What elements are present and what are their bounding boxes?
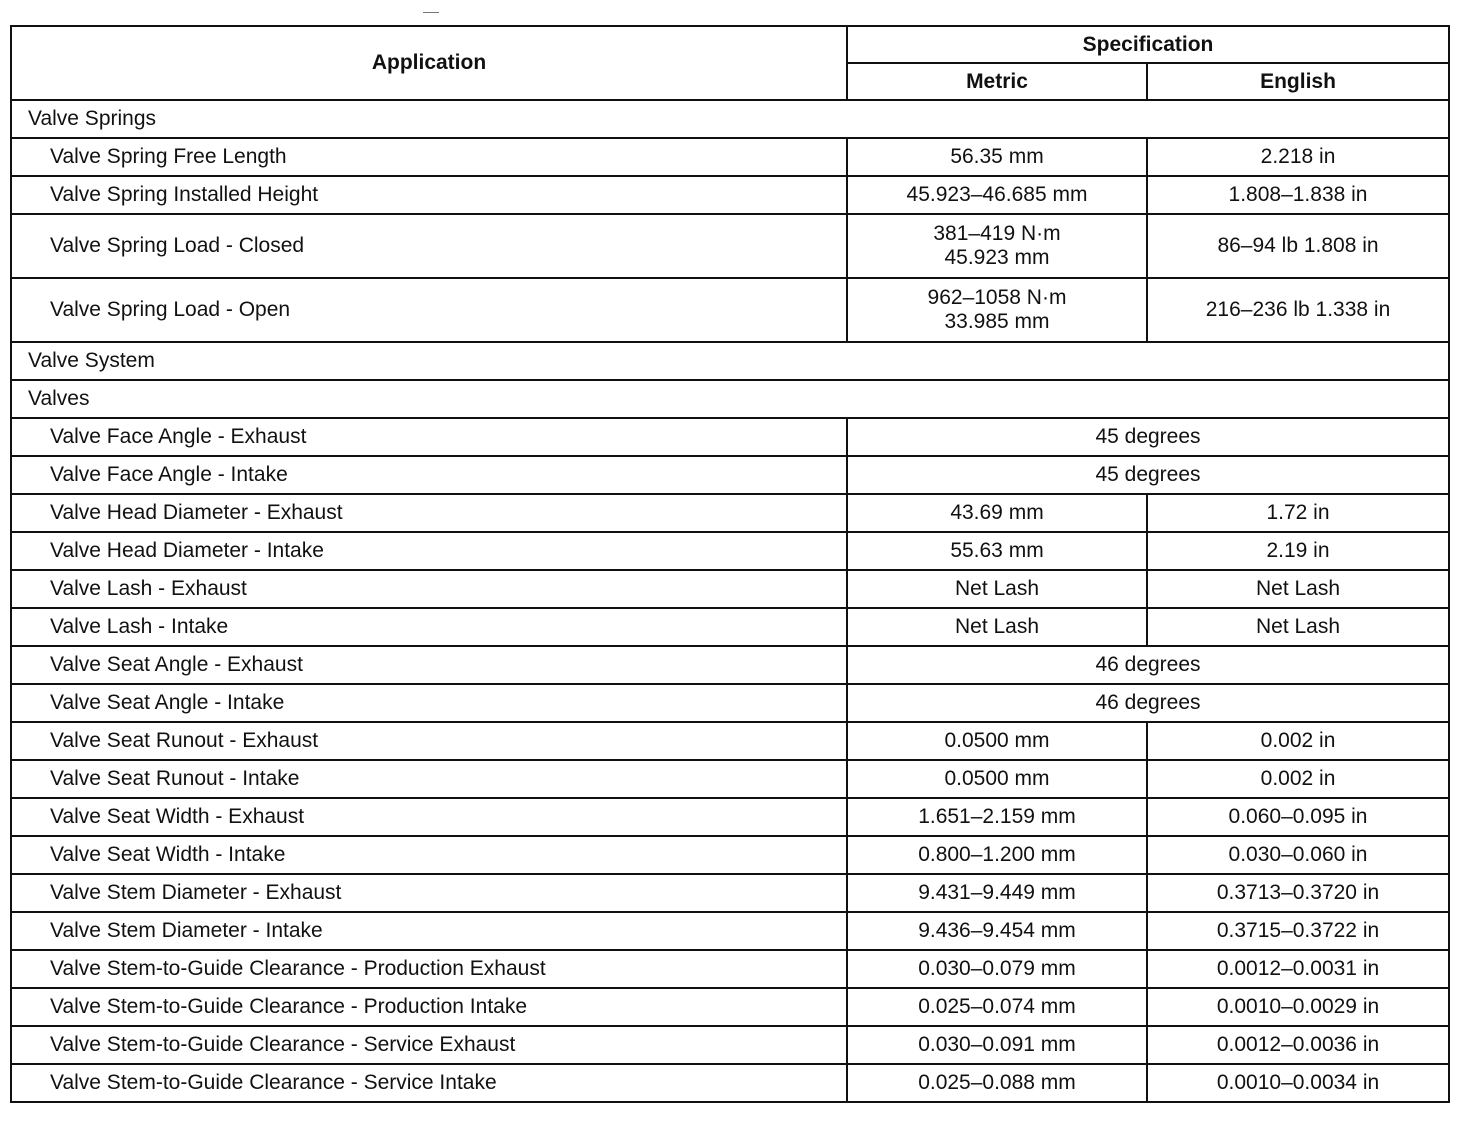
english-cell: 0.030–0.060 in (1147, 836, 1449, 874)
application-cell: Valve Seat Angle - Exhaust (11, 646, 847, 684)
metric-line-2: 33.985 mm (944, 310, 1050, 333)
metric-cell: 0.030–0.079 mm (847, 950, 1147, 988)
table-row (11, 646, 1449, 684)
english-cell: 2.218 in (1147, 138, 1449, 176)
table-row (11, 532, 1449, 570)
application-cell: Valve Lash - Exhaust (11, 570, 847, 608)
table-row (11, 988, 1449, 1026)
english-cell: Net Lash (1147, 570, 1449, 608)
header-application: Application (11, 26, 847, 100)
table-row (11, 176, 1449, 214)
header-metric: Metric (847, 63, 1147, 100)
english-cell: 0.060–0.095 in (1147, 798, 1449, 836)
application-cell: Valve Face Angle - Intake (11, 456, 847, 494)
application-cell: Valve Seat Angle - Intake (11, 684, 847, 722)
table-row (11, 912, 1449, 950)
application-cell: Valve Spring Free Length (11, 138, 847, 176)
english-cell: 86–94 lb 1.808 in (1147, 214, 1449, 278)
table-row (11, 1064, 1449, 1102)
application-cell: Valve Face Angle - Exhaust (11, 418, 847, 456)
english-cell: 0.3715–0.3722 in (1147, 912, 1449, 950)
english-cell: 0.0012–0.0031 in (1147, 950, 1449, 988)
metric-cell: 9.431–9.449 mm (847, 874, 1147, 912)
scan-mark (423, 12, 439, 13)
application-cell: Valve Stem Diameter - Intake (11, 912, 847, 950)
application-cell: Valve Head Diameter - Exhaust (11, 494, 847, 532)
metric-line-2: 45.923 mm (944, 246, 1050, 269)
metric-cell (847, 278, 1147, 342)
table-row (11, 760, 1449, 798)
metric-cell: 55.63 mm (847, 532, 1147, 570)
application-cell: Valve Head Diameter - Intake (11, 532, 847, 570)
table-row (11, 798, 1449, 836)
application-cell: Valve Stem-to-Guide Clearance - Service Intake (11, 1064, 847, 1102)
metric-cell: 0.0500 mm (847, 760, 1147, 798)
spec-value-cell: 45 degrees (847, 456, 1449, 494)
spec-table-body (11, 100, 1449, 1102)
metric-cell: 0.030–0.091 mm (847, 1026, 1147, 1064)
application-cell: Valve Stem-to-Guide Clearance - Service Exhaust (11, 1026, 847, 1064)
table-row (11, 608, 1449, 646)
english-cell: 0.002 in (1147, 760, 1449, 798)
metric-cell: 45.923–46.685 mm (847, 176, 1147, 214)
application-cell: Valve Stem-to-Guide Clearance - Production Exhaust (11, 950, 847, 988)
table-row (11, 494, 1449, 532)
table-row (11, 836, 1449, 874)
header-english: English (1147, 63, 1449, 100)
metric-cell (847, 214, 1147, 278)
metric-cell: Net Lash (847, 570, 1147, 608)
header-specification: Specification (847, 26, 1449, 63)
metric-cell: 9.436–9.454 mm (847, 912, 1147, 950)
table-row (11, 1026, 1449, 1064)
table-row (11, 278, 1449, 342)
english-cell: 216–236 lb 1.338 in (1147, 278, 1449, 342)
section-label: Valves (11, 380, 1449, 418)
section-row (11, 100, 1449, 138)
table-row (11, 418, 1449, 456)
metric-cell: Net Lash (847, 608, 1147, 646)
english-cell: 0.0010–0.0034 in (1147, 1064, 1449, 1102)
application-cell: Valve Seat Width - Exhaust (11, 798, 847, 836)
application-cell: Valve Spring Installed Height (11, 176, 847, 214)
application-cell: Valve Stem-to-Guide Clearance - Production Intake (11, 988, 847, 1026)
application-cell: Valve Seat Runout - Exhaust (11, 722, 847, 760)
metric-cell: 1.651–2.159 mm (847, 798, 1147, 836)
english-cell: 0.3713–0.3720 in (1147, 874, 1449, 912)
table-row (11, 570, 1449, 608)
metric-cell: 0.025–0.088 mm (847, 1064, 1147, 1102)
metric-cell: 0.025–0.074 mm (847, 988, 1147, 1026)
english-cell: 1.808–1.838 in (1147, 176, 1449, 214)
table-row (11, 456, 1449, 494)
application-cell: Valve Seat Runout - Intake (11, 760, 847, 798)
table-row (11, 874, 1449, 912)
metric-line-1: 381–419 N·m (933, 222, 1061, 245)
table-row (11, 214, 1449, 278)
section-label: Valve Springs (11, 100, 1449, 138)
spec-value-cell: 46 degrees (847, 684, 1449, 722)
spec-value-cell: 46 degrees (847, 646, 1449, 684)
application-cell: Valve Lash - Intake (11, 608, 847, 646)
metric-cell: 43.69 mm (847, 494, 1147, 532)
table-row (11, 684, 1449, 722)
table-row (11, 950, 1449, 988)
application-cell: Valve Spring Load - Closed (11, 214, 847, 278)
application-cell: Valve Stem Diameter - Exhaust (11, 874, 847, 912)
metric-cell: 0.800–1.200 mm (847, 836, 1147, 874)
english-cell: 0.0010–0.0029 in (1147, 988, 1449, 1026)
table-row (11, 138, 1449, 176)
application-cell: Valve Seat Width - Intake (11, 836, 847, 874)
english-cell: Net Lash (1147, 608, 1449, 646)
section-label: Valve System (11, 342, 1449, 380)
table-row (11, 722, 1449, 760)
english-cell: 0.0012–0.0036 in (1147, 1026, 1449, 1064)
english-cell: 0.002 in (1147, 722, 1449, 760)
metric-cell: 0.0500 mm (847, 722, 1147, 760)
section-row (11, 380, 1449, 418)
english-cell: 1.72 in (1147, 494, 1449, 532)
section-row (11, 342, 1449, 380)
spec-value-cell: 45 degrees (847, 418, 1449, 456)
spec-table (10, 25, 1450, 1103)
metric-line-1: 962–1058 N·m (927, 286, 1067, 309)
english-cell: 2.19 in (1147, 532, 1449, 570)
metric-cell: 56.35 mm (847, 138, 1147, 176)
application-cell: Valve Spring Load - Open (11, 278, 847, 342)
